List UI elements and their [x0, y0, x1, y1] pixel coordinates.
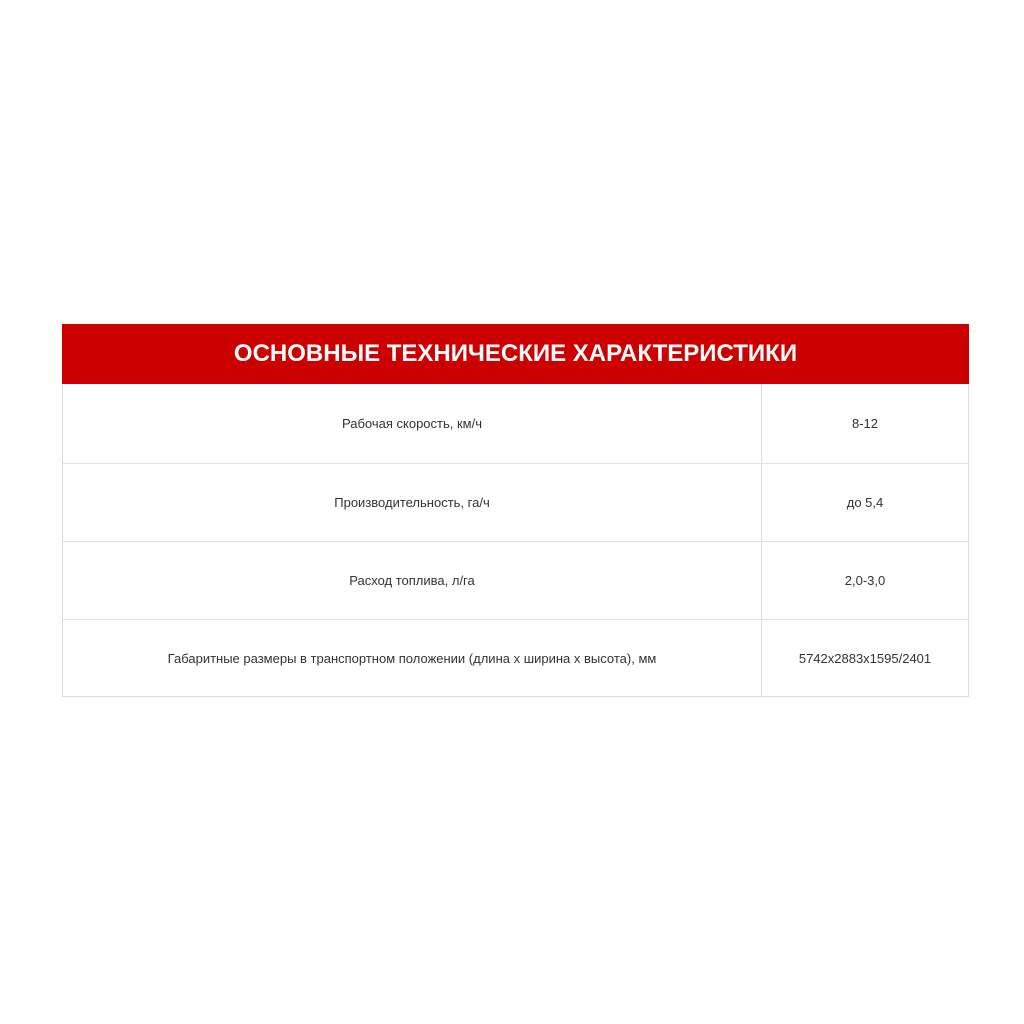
spec-label-productivity: Производительность, га/ч [63, 464, 762, 541]
spec-value-fuel: 2,0-3,0 [844, 573, 886, 588]
spec-table-body [62, 384, 969, 697]
table-row [63, 619, 968, 696]
spec-table-title: ОСНОВНЫЕ ТЕХНИЧЕСКИЕ ХАРАКТЕРИСТИКИ [62, 324, 969, 384]
table-row [63, 384, 968, 463]
table-row [63, 541, 968, 619]
spec-table [62, 324, 969, 697]
spec-label-speed: Рабочая скорость, км/ч [63, 384, 762, 463]
spec-label-fuel: Расход топлива, л/га [63, 542, 762, 619]
table-row [63, 463, 968, 541]
spec-value-dimensions: 5742x2883x1595/2401 [798, 650, 932, 666]
spec-label-dimensions: Габаритные размеры в транспортном положении (длина х ширина х высота), мм [63, 620, 762, 696]
spec-value-productivity: до 5,4 [846, 495, 884, 510]
spec-value-speed: 8-12 [851, 416, 879, 431]
